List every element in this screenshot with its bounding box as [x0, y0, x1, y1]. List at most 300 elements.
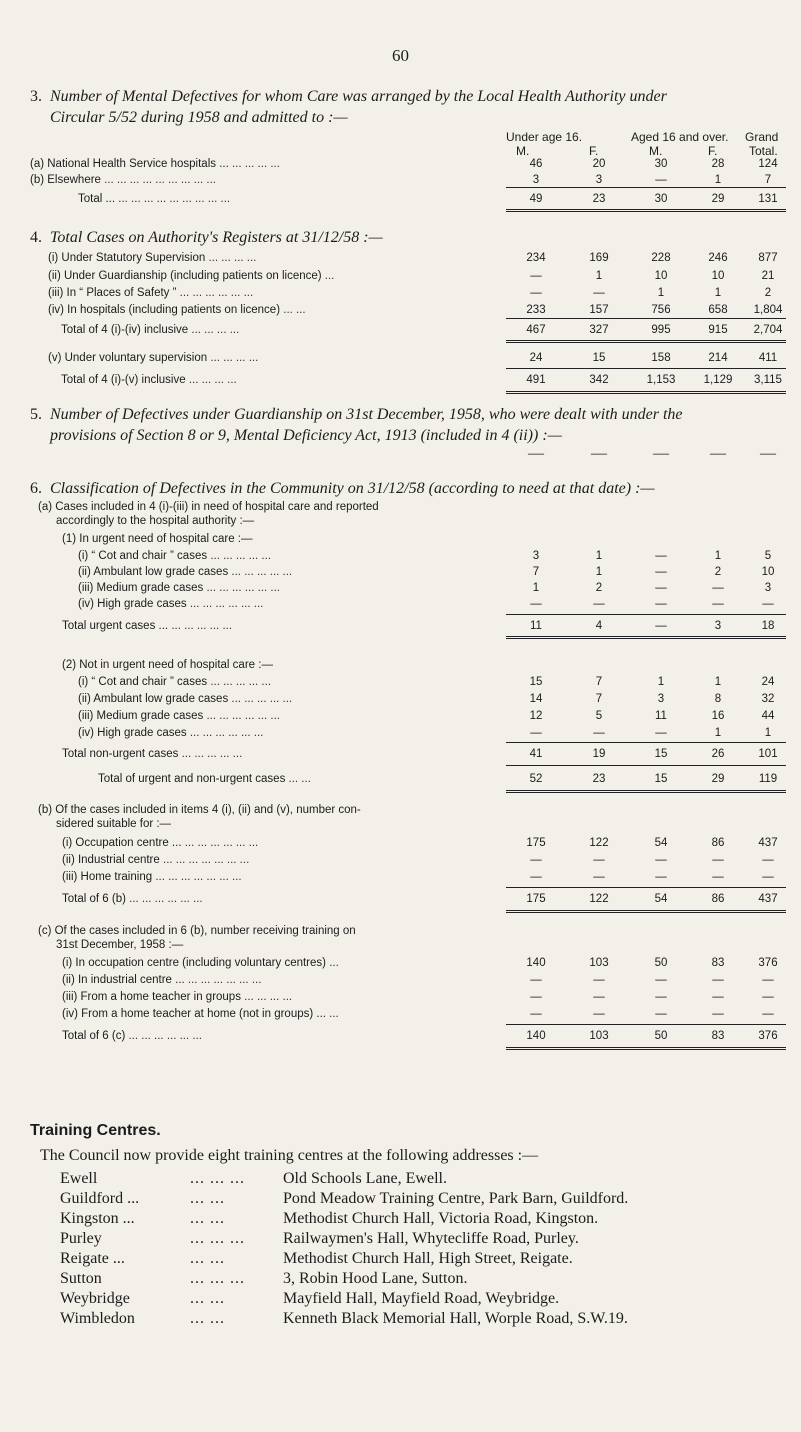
- value-grand-total: 119: [758, 773, 778, 785]
- row-label-text: (i) In occupation centre (including voluntary centres): [62, 957, 326, 969]
- value-m-over16: 158: [651, 352, 671, 364]
- value-m-over16: 30: [654, 193, 668, 205]
- total-row: [0, 322, 801, 339]
- row-label-text: (iv) In hospitals (including patients on licence): [48, 304, 281, 316]
- section-5-number: 5.: [30, 406, 42, 423]
- leader-dots: ... ... ... ... ... ...: [206, 582, 280, 594]
- value-dash: —: [653, 445, 669, 462]
- row-label-text: (ii) Under Guardianship (including patients on licence): [48, 270, 322, 282]
- header-m-under: M.: [516, 144, 530, 158]
- centre-town: Reigate ...: [60, 1250, 125, 1267]
- section-6c-line1: (c) Of the cases included in 6 (b), number receiving training on: [38, 925, 356, 937]
- row-label-text: (iii) Medium grade cases: [78, 582, 204, 594]
- row-label-text: (iii) In “ Places of Safety ”: [48, 287, 177, 299]
- leader-dots: ... ... ... ... ... ...: [189, 598, 264, 610]
- value-f-over16: 10: [711, 270, 725, 282]
- value-grand-total: 1: [764, 727, 772, 739]
- value-m-over16: —: [655, 550, 667, 562]
- value-f-over16: 3: [714, 620, 722, 632]
- rule-line: [506, 765, 786, 766]
- rule-line: [506, 187, 786, 188]
- section-6a-line1: (a) Cases included in 4 (i)-(iii) in need of hospital care and reported: [38, 501, 379, 513]
- value-grand-total: 2: [764, 287, 772, 299]
- value-m-over16: 50: [654, 957, 668, 969]
- value-grand-total: 3,115: [754, 374, 782, 386]
- training-centre-row: [60, 1308, 800, 1329]
- value-f-under16: —: [593, 598, 605, 610]
- leader-dots: ... ... ... ... ... ... ...: [163, 854, 250, 866]
- value-m-under16: 15: [529, 676, 543, 688]
- value-m-under16: 175: [526, 893, 546, 905]
- row-label: [62, 955, 339, 972]
- row-label-text: Total of 4 (i)-(v) inclusive: [61, 374, 186, 386]
- value-f-over16: 1: [714, 174, 722, 186]
- leader-dots: ... ... ... ... ...: [210, 550, 272, 562]
- rule-line: [506, 368, 786, 369]
- value-m-over16: 995: [651, 324, 671, 336]
- value-f-under16: 19: [592, 748, 606, 760]
- row-label: [78, 674, 271, 691]
- row-label-text: (iv) High grade cases: [78, 727, 187, 739]
- value-grand-total: 3: [764, 582, 772, 594]
- row-label: [78, 564, 292, 581]
- leader-dots: ... ... ... ... ... ...: [179, 287, 254, 299]
- training-centre-row: [60, 1248, 800, 1269]
- row-label-text: (b) Elsewhere: [30, 174, 101, 186]
- value-f-under16: 23: [592, 193, 606, 205]
- value-grand-total: 131: [758, 193, 778, 205]
- centre-address: 3, Robin Hood Lane, Sutton.: [283, 1270, 468, 1287]
- value-m-over16: 15: [654, 773, 668, 785]
- centre-address: Pond Meadow Training Centre, Park Barn, Guildford.: [283, 1190, 629, 1207]
- value-m-under16: —: [530, 991, 542, 1003]
- value-m-under16: —: [530, 854, 542, 866]
- table-row: [0, 674, 801, 691]
- row-label: [78, 691, 292, 708]
- value-f-under16: 15: [592, 352, 606, 364]
- total-row: [0, 891, 801, 908]
- row-label-text: (a) National Health Service hospitals ...: [30, 158, 229, 170]
- value-dash: —: [528, 445, 544, 462]
- value-m-over16: —: [655, 727, 667, 739]
- row-label: [48, 268, 334, 285]
- value-m-over16: —: [655, 582, 667, 594]
- value-f-under16: —: [593, 991, 605, 1003]
- header-grand: Grand: [745, 130, 779, 144]
- leader-dots: ... ... ... ... ... ...: [129, 893, 203, 905]
- value-f-over16: —: [712, 991, 724, 1003]
- row-label-text: Total non-urgent cases: [62, 748, 179, 760]
- value-grand-total: 2,704: [753, 324, 783, 336]
- value-f-under16: 103: [589, 1030, 609, 1042]
- value-f-under16: 4: [595, 620, 603, 632]
- value-grand-total: 376: [758, 1030, 778, 1042]
- value-m-over16: 54: [654, 837, 668, 849]
- value-dash: —: [710, 445, 726, 462]
- leader-dots: ... ... ...: [190, 1270, 245, 1287]
- leader-dots: ... ... ... ... ... ...: [184, 837, 259, 849]
- row-label: [62, 891, 203, 908]
- value-f-under16: 1: [595, 566, 603, 578]
- leader-dots: ... ...: [190, 1190, 225, 1207]
- leader-dots: ... ... ... ...: [210, 352, 259, 364]
- row-label-text: Total of 6 (c): [62, 1030, 126, 1042]
- leader-dots: ...: [324, 270, 335, 282]
- table-row: [0, 869, 801, 886]
- value-grand-total: 437: [758, 837, 778, 849]
- table-row: [0, 1006, 801, 1023]
- row-label: [48, 250, 256, 267]
- row-label-text: (iii) From a home teacher in groups: [62, 991, 241, 1003]
- value-grand-total: 24: [761, 676, 775, 688]
- row-label-text: Total urgent cases ...: [62, 620, 169, 632]
- leader-dots: ...: [329, 957, 339, 969]
- row-label: [78, 725, 263, 742]
- value-f-over16: 1: [714, 287, 722, 299]
- value-f-over16: 2: [714, 566, 722, 578]
- section-4-title-text: Total Cases on Authority's Registers at 31/12/58 :—: [50, 229, 383, 246]
- value-f-under16: 122: [589, 893, 609, 905]
- leader-dots: ... ...: [283, 304, 306, 316]
- leader-dots: ... ...: [190, 1210, 225, 1227]
- total-row: [0, 771, 801, 788]
- value-m-over16: —: [655, 974, 667, 986]
- centre-address: Methodist Church Hall, Victoria Road, Kingston.: [283, 1210, 599, 1227]
- table-row: [0, 564, 801, 581]
- rule-line: [506, 614, 786, 615]
- row-label: [78, 191, 230, 208]
- total-row: [0, 618, 801, 635]
- row-label-text: (ii) In industrial centre ...: [62, 974, 185, 986]
- value-m-over16: 3: [657, 693, 665, 705]
- value-m-over16: 1: [657, 676, 665, 688]
- row-label-text: Total ...: [78, 193, 116, 205]
- leader-dots: ... ... ... ... ... ...: [206, 710, 280, 722]
- value-f-under16: 1: [595, 550, 603, 562]
- value-m-over16: 756: [651, 304, 671, 316]
- section-3-title: [30, 86, 667, 128]
- value-f-under16: 327: [589, 324, 609, 336]
- value-m-under16: 491: [526, 374, 546, 386]
- row-label: [78, 548, 271, 565]
- section-6a-line2: accordingly to the hospital authority :—: [56, 515, 255, 527]
- value-m-under16: 24: [529, 352, 543, 364]
- section-6-title-number: 6.: [30, 480, 42, 497]
- leader-dots: ... ... ... ... ... ...: [187, 974, 262, 986]
- leader-dots: ... ...: [190, 1250, 225, 1267]
- section-6-title-text: Classification of Defectives in the Community on 31/12/58 (according to need at that date) :—: [50, 480, 655, 497]
- value-f-over16: —: [712, 854, 724, 866]
- value-f-over16: 86: [711, 837, 725, 849]
- table-row: [0, 852, 801, 869]
- rule-line: [506, 209, 786, 212]
- value-f-over16: 8: [714, 693, 722, 705]
- value-m-under16: —: [530, 287, 542, 299]
- leader-dots: ... ... ... ...: [188, 374, 237, 386]
- centre-address: Mayfield Hall, Mayfield Road, Weybridge.: [283, 1290, 560, 1307]
- value-m-under16: 3: [532, 174, 540, 186]
- table-row: [0, 955, 801, 972]
- value-m-under16: 1: [532, 582, 540, 594]
- centre-address: Methodist Church Hall, High Street, Reigate.: [283, 1250, 573, 1267]
- leader-dots: ... ... ... ... ...: [210, 676, 272, 688]
- row-label-text: (i) Under Statutory Supervision: [48, 252, 206, 264]
- value-grand-total: 101: [758, 748, 778, 760]
- value-m-over16: —: [655, 871, 667, 883]
- value-f-under16: 7: [595, 693, 603, 705]
- non-urgent-heading: (2) Not in urgent need of hospital care :—: [62, 659, 273, 671]
- section-6c-line2: 31st December, 1958 :—: [56, 939, 184, 951]
- training-centres-intro: The Council now provide eight training centres at the following addresses :—: [40, 1147, 539, 1164]
- value-m-under16: —: [530, 598, 542, 610]
- row-label: [62, 869, 242, 886]
- rule-line: [506, 790, 786, 793]
- value-m-over16: 228: [651, 252, 671, 264]
- value-f-under16: —: [593, 871, 605, 883]
- value-m-over16: —: [655, 1008, 667, 1020]
- value-f-under16: 2: [595, 582, 603, 594]
- row-label: [62, 746, 242, 763]
- row-label: [30, 172, 216, 189]
- value-m-under16: 175: [526, 837, 546, 849]
- table-row: [0, 302, 801, 319]
- table-row: [0, 972, 801, 989]
- rule-line: [506, 391, 786, 394]
- section-5-title: [30, 404, 683, 446]
- value-f-over16: 16: [711, 710, 725, 722]
- centre-town: Wimbledon: [60, 1310, 135, 1327]
- value-m-over16: —: [655, 991, 667, 1003]
- row-label: [48, 302, 306, 319]
- value-f-over16: —: [712, 582, 724, 594]
- table-row: [0, 250, 801, 267]
- value-m-over16: —: [655, 598, 667, 610]
- value-m-under16: —: [530, 270, 542, 282]
- value-f-over16: 915: [708, 324, 728, 336]
- value-dash: —: [591, 445, 607, 462]
- centre-town: Weybridge: [60, 1290, 130, 1307]
- value-grand-total: 376: [758, 957, 778, 969]
- leader-dots: ... ... ... ... ... ... ... ... ...: [118, 193, 231, 205]
- training-centre-row: [60, 1288, 800, 1309]
- row-label-text: Total of urgent and non-urgent cases: [98, 773, 286, 785]
- table-row: [0, 596, 801, 613]
- value-grand-total: 21: [761, 270, 775, 282]
- row-label-text: (iv) From a home teacher at home (not in groups) ...: [62, 1008, 326, 1020]
- leader-dots: ... ...: [288, 773, 311, 785]
- row-label: [48, 285, 253, 302]
- row-label: [78, 596, 263, 613]
- leader-dots: ... ... ... ... ...: [231, 693, 293, 705]
- leader-dots: ... ... ... ...: [232, 158, 280, 170]
- leader-dots: ... ...: [190, 1310, 225, 1327]
- value-m-under16: 140: [526, 957, 546, 969]
- value-grand-total: 124: [758, 158, 778, 170]
- value-m-over16: 11: [655, 710, 667, 722]
- value-m-over16: 30: [654, 158, 668, 170]
- row-label: [30, 156, 280, 173]
- section-4-title-number: 4.: [30, 229, 42, 246]
- row-label-text: (iii) Medium grade cases: [78, 710, 204, 722]
- value-m-over16: 1: [657, 287, 665, 299]
- total-row: [0, 191, 801, 208]
- table-row: [0, 708, 801, 725]
- section-3-title-line2: Circular 5/52 during 1958 and admitted to :—: [50, 109, 348, 126]
- value-f-under16: 103: [589, 957, 609, 969]
- value-f-over16: 83: [711, 1030, 725, 1042]
- value-m-under16: 11: [530, 620, 542, 632]
- value-f-under16: 5: [595, 710, 603, 722]
- value-grand-total: 32: [761, 693, 775, 705]
- value-m-under16: —: [530, 727, 542, 739]
- value-m-over16: 1,153: [646, 374, 676, 386]
- value-m-under16: 52: [529, 773, 543, 785]
- leader-dots: ... ... ... ... ...: [181, 748, 243, 760]
- section-5-values: [0, 445, 801, 462]
- value-f-under16: —: [593, 854, 605, 866]
- row-label: [78, 580, 280, 597]
- value-f-over16: —: [712, 974, 724, 986]
- value-grand-total: 877: [758, 252, 778, 264]
- value-f-over16: 246: [708, 252, 728, 264]
- value-f-over16: 1: [714, 676, 722, 688]
- header-under-16: Under age 16.: [506, 130, 583, 144]
- leader-dots: ...: [329, 1008, 339, 1020]
- row-label: [98, 771, 311, 788]
- section-6b-line1: (b) Of the cases included in items 4 (i), (ii) and (v), number con-: [38, 804, 361, 816]
- rule-line: [506, 742, 786, 743]
- row-label: [61, 372, 237, 389]
- value-grand-total: 7: [764, 174, 772, 186]
- value-m-under16: 41: [529, 748, 543, 760]
- table-row: [0, 548, 801, 565]
- centre-address: Kenneth Black Memorial Hall, Worple Road, S.W.19.: [283, 1310, 628, 1327]
- value-f-over16: 26: [711, 748, 725, 760]
- value-grand-total: —: [762, 974, 774, 986]
- page-number: 60: [392, 46, 409, 65]
- header-aged-16: Aged 16 and over.: [631, 130, 729, 144]
- value-f-under16: —: [593, 1008, 605, 1020]
- value-m-over16: 50: [654, 1030, 668, 1042]
- leader-dots: ... ... ... ... ... ... ... ... ...: [104, 174, 216, 186]
- section-3-number: 3.: [30, 88, 42, 105]
- total-row: [0, 746, 801, 763]
- value-grand-total: 437: [758, 893, 778, 905]
- row-label-text: (i) “ Cot and chair ” cases: [78, 676, 208, 688]
- leader-dots: ... ...: [190, 1290, 225, 1307]
- header-f-under: F.: [589, 144, 599, 158]
- table-row: [0, 835, 801, 852]
- rule-line: [506, 1047, 786, 1050]
- header-f-over: F.: [708, 144, 718, 158]
- value-f-over16: —: [712, 871, 724, 883]
- section-3-title-line1: Number of Mental Defectives for whom Care was arranged by the Local Health Authority under: [50, 88, 667, 105]
- row-label: [62, 835, 258, 852]
- training-centre-row: [60, 1268, 800, 1289]
- leader-dots: ... ... ...: [190, 1170, 245, 1187]
- value-f-over16: 1,129: [703, 374, 733, 386]
- table-row: [0, 989, 801, 1006]
- table-row: [0, 350, 801, 367]
- value-m-under16: 3: [532, 550, 540, 562]
- table-row: [0, 156, 801, 173]
- value-grand-total: 5: [764, 550, 772, 562]
- table-row: [0, 285, 801, 302]
- row-label: [78, 708, 280, 725]
- value-grand-total: 10: [761, 566, 775, 578]
- training-centres-title: Training Centres.: [30, 1122, 161, 1139]
- row-label-text: (ii) Industrial centre: [62, 854, 160, 866]
- centre-address: Railwaymen's Hall, Whytecliffe Road, Purley.: [283, 1230, 579, 1247]
- value-f-over16: 214: [708, 352, 728, 364]
- centre-town: Guildford ...: [60, 1190, 140, 1207]
- row-label: [62, 972, 261, 989]
- value-f-under16: 20: [592, 158, 606, 170]
- value-grand-total: —: [762, 854, 774, 866]
- row-label: [62, 989, 292, 1006]
- urgent-heading: (1) In urgent need of hospital care :—: [62, 533, 253, 545]
- row-label-text: Total of 4 (i)-(iv) inclusive: [61, 324, 189, 336]
- leader-dots: ... ... ... ... ...: [171, 620, 233, 632]
- value-f-over16: —: [712, 1008, 724, 1020]
- value-f-over16: 29: [711, 773, 725, 785]
- table-row: [0, 725, 801, 742]
- value-grand-total: 44: [761, 710, 775, 722]
- rule-line: [506, 1024, 786, 1025]
- value-grand-total: 411: [758, 352, 778, 364]
- value-f-over16: —: [712, 598, 724, 610]
- row-label-text: (i) “ Cot and chair ” cases: [78, 550, 208, 562]
- total-row: [0, 372, 801, 389]
- value-m-over16: 10: [654, 270, 668, 282]
- training-centre-row: [60, 1188, 800, 1209]
- value-m-under16: 234: [526, 252, 546, 264]
- value-m-over16: 54: [654, 893, 668, 905]
- value-m-over16: —: [655, 174, 667, 186]
- leader-dots: ... ... ... ... ... ...: [128, 1030, 202, 1042]
- section-6b-line2: sidered suitable for :—: [56, 818, 172, 830]
- row-label-text: Total of 6 (b): [62, 893, 126, 905]
- row-label: [62, 1006, 339, 1023]
- centre-town: Ewell: [60, 1170, 98, 1187]
- value-f-under16: 157: [589, 304, 609, 316]
- value-f-over16: 83: [711, 957, 725, 969]
- value-m-under16: 14: [529, 693, 543, 705]
- rule-line: [506, 910, 786, 913]
- centre-town: Kingston ...: [60, 1210, 135, 1227]
- table-row: [0, 691, 801, 708]
- value-m-under16: 49: [529, 193, 543, 205]
- value-f-under16: 7: [595, 676, 603, 688]
- value-f-under16: —: [593, 727, 605, 739]
- value-m-over16: —: [655, 620, 667, 632]
- leader-dots: ... ... ... ...: [191, 324, 240, 336]
- value-grand-total: 1,804: [753, 304, 783, 316]
- rule-line: [506, 340, 786, 343]
- header-m-over: M.: [649, 144, 663, 158]
- value-grand-total: 18: [761, 620, 775, 632]
- value-m-over16: 15: [654, 748, 668, 760]
- value-f-over16: 86: [711, 893, 725, 905]
- rule-line: [506, 636, 786, 639]
- row-label-text: (iv) High grade cases: [78, 598, 187, 610]
- value-f-under16: 1: [595, 270, 603, 282]
- value-f-over16: 29: [711, 193, 725, 205]
- leader-dots: ... ... ...: [190, 1230, 245, 1247]
- row-label-text: (ii) Ambulant low grade cases: [78, 693, 229, 705]
- section-4-title: [30, 227, 383, 248]
- value-m-under16: 140: [526, 1030, 546, 1042]
